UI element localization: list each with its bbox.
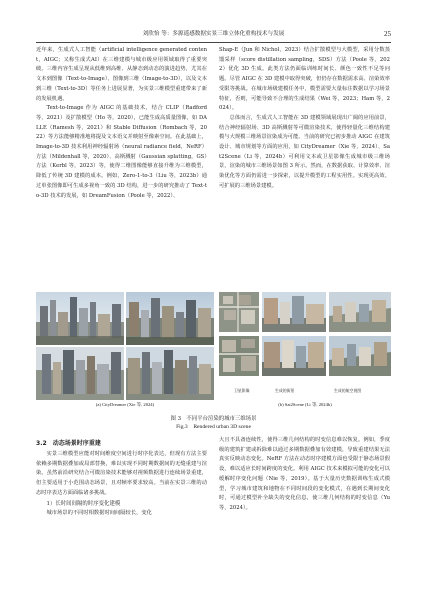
aerial-view-1 [329,292,391,332]
render-panel-3 [36,347,124,400]
street-view-1 [262,292,326,332]
aerial-view-2 [329,336,391,376]
label-satellite: 卫星影像 [234,388,250,393]
figure-3b-sat2scene [219,292,391,400]
satellite-image-2 [219,336,259,376]
paragraph: 总体而言，生成式人工智能在 3D 建模领域展现出广阔的应用前景，结合神经辐射场、3D 高斯溅射等可微渲染技术，使得轻量化三维结构建模与大规模三维场景渲染成为可能。当前的研究已初步推动 AIGC 在建筑设计、城市规划等方面的应用，如 CityDreamer（Xie 等，2024）、Sat2Scene（Li 等，2024b）可利用文本或卫星影像生成城市级三维场景，渲染的城市三维场景如图 3 所示。然而，在数据获取、计算效率、渲染优化等方面仍需进一步探索，以提升模型的工程实用性。实现更高效、可扩展的三维场景建模。 [219,114,390,189]
satellite-image-1 [219,292,259,332]
page-number: 25 [384,30,391,38]
render-panel-1 [36,292,124,345]
city-render-grid-a [36,292,214,400]
paragraph: 城市场景的不同时相数据时间间隔较长，变化 [46,509,152,516]
subsection-title: 1）长时间间隔的时序变化建模 [46,500,121,507]
label-aerial: 生成的航空视图 [334,388,362,393]
render-panel-2 [126,292,214,345]
paragraph: 近年来，生成式人工智能（artificial intelligence generated content，AIGC；又称生成式AI）在三维建模与城市级应用领域取得了重要突破。三维内容生成呈现从低维到高维、从静态到动态的演进趋势，尤其在文本到图像（Text-to-Image）、图像到三维（Image-to-3D），以及文本到三维（Text-to-3D）等任务上进展显著，为实景三维模型重建带来了新的发展机遇。 [36,47,207,102]
left-column-bottom [36,436,207,518]
paragraph: 实景三维模型应能对时间维度空间进行时序化表达，但现有方法主要依赖多期数据叠加或局部替换，难以实现不同时期数据间的无缝重建与渲染。虽然前沿研究结合可微渲染技术能够对视频数据进行连续场景重建，但主要适用于小范围动态场景，且对帧率要求较高。当前在实景三维的动态时序表达方面面临诸多挑战。 [36,451,207,496]
render-panel-4 [126,347,214,400]
paragraph: Text-to-Image 作为 AIGC 的基础技术，结合 CLIP（Radford 等，2021）及扩散模型（Ho 等，2020），已能生成高质量图像，如 DALLE（Ramesh 等，2021）和 Stable Diffusion（Rombach 等，2022）等方法能够精准地将提及文本语义并映射至像素空间。在此基础上，Image-to-3D 技术利用神经辐射场（neural radiance field，NeRF）方法（Mildenhall 等，2020）、高斯溅射（Gaussian splatting，GS）方法（Kerbl 等，2023）等，使得二维图像能够直接升维为三维模型，降低了传统 3D 建模的成本。例如，Zero-1-to-3（Liu 等，2023b）通过单张图像即可生成多视角一致的 3D 结构，进一步的研究推动了 Text-to-3D 技术的发展，如 DreamFusion（Poole 等，2022）、 [36,105,207,199]
right-column-top [219,46,390,192]
figure-caption-a: (a) CityDreamer (Xie 等, 2024) [95,402,155,407]
figure-caption-zh: 图 3 不同平台渲染的城市三维场景 [170,416,257,422]
figure-caption-b: (b) Sat2Scene (Li 等, 2024b) [278,402,332,407]
figure-3a-citydreamer [36,292,214,400]
running-head [36,28,391,43]
paragraph: 大且不具备连续性，使得三维几何结构的时变信息难以恢复。例如，季度级的建筑扩建或拆除难以通过多期数据叠加有效建模，导致重建结果无法真实反映动态变化。NeRF 方法在动态时序建模方面也受限于静态场景假设，难以适应长时间跨度的变化。利用 AIGC 技术来模拟可能的变化可以缓解时序变化问题（Nie 等，2019）。基于大量历史数据训练生成式模型，学习城市建筑和地物在不同时间段的变化模式，在遇到长期间变化时，可通过模型补全缺失的变化信息，使三维几何结构的时变信息（Yu 等，2024）。 [219,437,390,511]
paragraph: Shap-E（Jun 和 Nichol，2023）结合扩散模型与大模型，采用分数蒸馏采样（score distillation sampling，SDS）方法（Poole 等，2022）优化 3D 生成。此类方法仍面临训练时间长、颜色一致性不足等问题。尽管 AIGC 在 3D 建模中取得突破，但仍存在数据需求高、渲染效率受限等挑战。在城市场级建模任务中，模型需要大量标注数据以学习场景特征，否则，可能导致不合理的生成结果（Wei 等，2023；Ham 等，2024）。 [219,47,390,112]
street-view-2 [262,336,326,376]
left-column-top [36,46,207,201]
city-render-grid-b [219,292,391,400]
section-title: 3.2 动态场景时序重建 [36,440,101,447]
running-title: 刘欣怡 等：多源遥感数据实景三维立体化重构技术与发展 [142,31,285,37]
label-street: 生成的街景 [275,388,295,393]
figure-caption-en: Fig.3 Rendered urban 3D scene [176,424,251,430]
right-column-bottom [219,436,390,514]
